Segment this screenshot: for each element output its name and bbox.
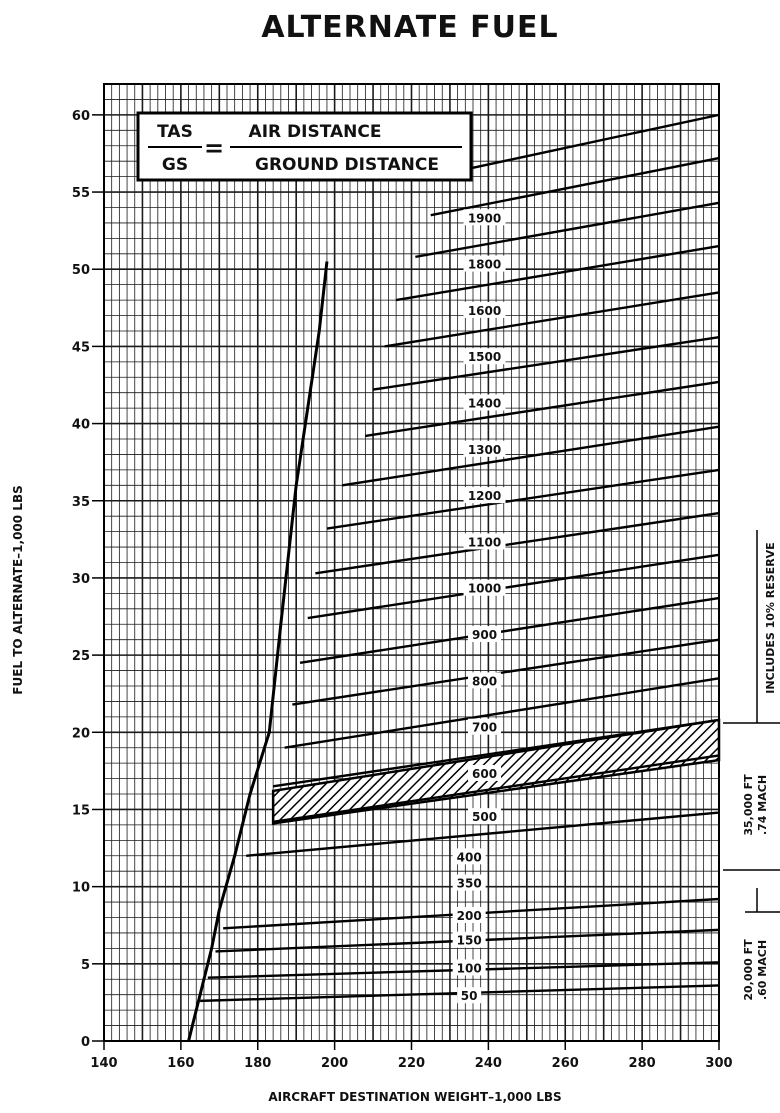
series-lines [200, 115, 719, 1004]
y-tick-label: 15 [71, 803, 90, 819]
curve-label-1100: 1100 [467, 535, 502, 550]
series-line-700 [292, 640, 719, 705]
y-tick-label: 40 [71, 417, 90, 433]
formula-den-left: GS [161, 155, 189, 175]
x-tick-label: 260 [551, 1056, 579, 1071]
curve-label-1400: 1400 [467, 396, 502, 411]
curve-label-400: 400 [456, 850, 482, 865]
y-tick-label: 25 [71, 649, 90, 665]
x-tick-label: 300 [705, 1056, 733, 1071]
curve-label-1300: 1300 [467, 442, 502, 457]
y-tick-label: 55 [71, 186, 90, 202]
axes [72, 109, 733, 1071]
low-cruise-note [742, 888, 780, 1001]
y-axis-label: FUEL TO ALTERNATE–1,000 LBS [11, 485, 25, 695]
y-tick-label: 35 [71, 494, 90, 510]
minor-grid [104, 84, 719, 1041]
curve-label-1800: 1800 [467, 257, 502, 272]
x-axis-label: AIRCRAFT DESTINATION WEIGHT–1,000 LBS [268, 1090, 562, 1104]
x-tick-label: 240 [474, 1056, 502, 1071]
low-cruise-mach: .60 MACH [756, 939, 769, 1001]
series-line-1200 [342, 427, 719, 486]
formula-num-left: TAS [157, 122, 193, 142]
curve-label-1500: 1500 [467, 350, 502, 365]
x-tick-label: 140 [90, 1056, 118, 1071]
high-cruise-mach: .74 MACH [756, 774, 769, 836]
series-line-1400 [373, 337, 719, 389]
x-tick-label: 160 [167, 1056, 195, 1071]
high-cruise-alt: 35,000 FT [742, 774, 755, 836]
curve-label-100: 100 [456, 961, 482, 976]
curve-label-700: 700 [472, 720, 498, 735]
series-line-1900 [446, 115, 719, 174]
page-title: ALTERNATE FUEL [261, 10, 559, 45]
y-tick-label: 60 [71, 108, 90, 124]
curve-label-1600: 1600 [467, 303, 502, 318]
curve-label-600: 600 [472, 766, 498, 781]
curve-label-350: 350 [456, 876, 482, 891]
y-tick-label: 5 [80, 957, 90, 973]
low-cruise-alt: 20,000 FT [742, 939, 755, 1001]
y-tick-label: 50 [71, 263, 90, 279]
formula-box [138, 113, 471, 180]
curve-label-500: 500 [472, 810, 498, 825]
x-tick-label: 200 [321, 1056, 349, 1071]
y-tick-label: 10 [71, 880, 90, 896]
reserve-note-text: INCLUDES 10% RESERVE [764, 542, 777, 694]
formula-den-right: GROUND DISTANCE [255, 155, 439, 175]
reserve-note [723, 530, 780, 723]
formula-num-right: AIR DISTANCE [248, 122, 382, 142]
x-tick-label: 180 [244, 1056, 272, 1071]
series-line-800 [300, 598, 719, 663]
formula-equals: = [203, 134, 225, 162]
curve-label-50: 50 [460, 989, 478, 1004]
y-tick-label: 30 [71, 571, 90, 587]
curve-label-200: 200 [456, 908, 482, 923]
curve-label-800: 800 [472, 674, 498, 689]
x-tick-label: 220 [397, 1056, 426, 1071]
x-tick-label: 280 [628, 1056, 656, 1071]
curve-label-150: 150 [456, 933, 482, 948]
curve-label-1900: 1900 [467, 211, 502, 226]
curve-label-900: 900 [472, 628, 498, 643]
curve-label-1200: 1200 [467, 489, 502, 504]
curve-label-1000: 1000 [467, 581, 502, 596]
y-tick-label: 20 [71, 726, 90, 742]
y-tick-label: 45 [71, 340, 90, 356]
high-cruise-note [723, 774, 780, 870]
y-tick-label: 0 [80, 1035, 90, 1050]
series-line-1700 [415, 203, 719, 257]
